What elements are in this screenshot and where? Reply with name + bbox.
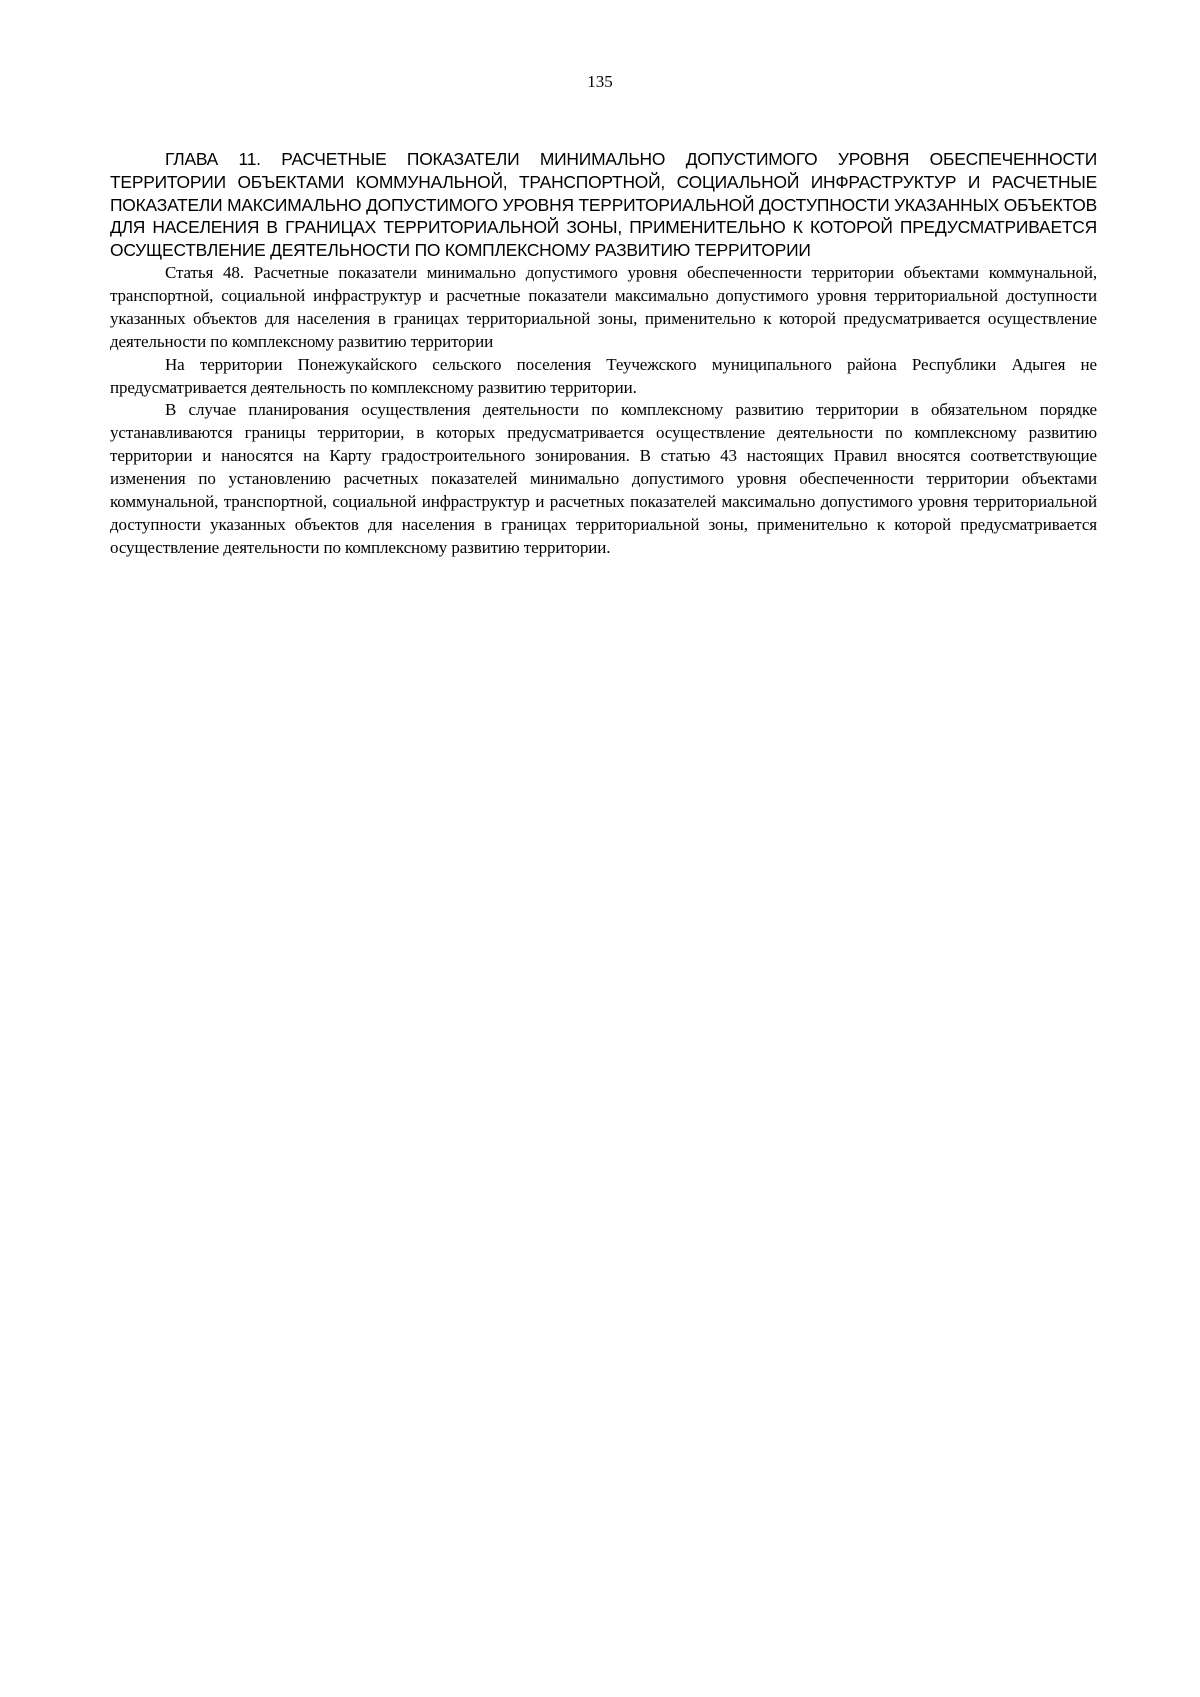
paragraph-territory-statement: На территории Понежукайского сельского поселения Теучежского муниципального района Республики Адыгея не предусматривается деятельность по комплексному развитию территории.: [110, 354, 1097, 397]
chapter-heading: ГЛАВА 11. РАСЧЕТНЫЕ ПОКАЗАТЕЛИ МИНИМАЛЬНО ДОПУСТИМОГО УРОВНЯ ОБЕСПЕЧЕННОСТИ ТЕРРИТОРИИ ОБЪЕКТАМИ КОММУНАЛЬНОЙ, ТРАНСПОРТНОЙ, СОЦИАЛЬНОЙ ИНФРАСТРУКТУР И РАСЧЕТНЫЕ ПОКАЗАТЕЛИ МАКСИМАЛЬНО ДОПУСТИМОГО УРОВНЯ ТЕРРИТОРИАЛЬНОЙ ДОСТУПНОСТИ УКАЗАННЫХ ОБЪЕКТОВ ДЛЯ НАСЕЛЕНИЯ В ГРАНИЦАХ ТЕРРИТОРИАЛЬНОЙ ЗОНЫ, ПРИМЕНИТЕЛЬНО К КОТОРОЙ ПРЕДУСМАТРИВАЕТСЯ ОСУЩЕСТВЛЕНИЕ ДЕЯТЕЛЬНОСТИ ПО КОМПЛЕКСНОМУ РАЗВИТИЮ ТЕРРИТОРИИ: [110, 149, 1097, 261]
page-number: 135: [587, 72, 613, 91]
paragraph-planning-case: В случае планирования осуществления деятельности по комплексному развитию территории в обязательном порядке устанавливаются границы территории, в которых предусматривается осуществление деятельности по комплексному развитию территории и наносятся на Карту градостроительного зонирования. В статью 43 настоящих Правил вносятся соответствующие изменения по установлению расчетных показателей минимально допустимого уровня обеспеченности территории объектами коммунальной, транспортной, социальной инфраструктур и расчетных показателей максимально допустимого уровня территориальной доступности указанных объектов для населения в границах территориальной зоны, применительно к которой предусматривается осуществление деятельности по комплексному развитию территории.: [110, 400, 1097, 557]
page-content: [110, 148, 1097, 560]
article-48-title: Статья 48. Расчетные показатели минимально допустимого уровня обеспеченности территории объектами коммунальной, транспортной, социальной инфраструктур и расчетные показатели максимально допустимого уровня территориальной доступности указанных объектов для населения в границах территориальной зоны, применительно к которой предусматривается осуществление деятельности по комплексному развитию территории: [110, 262, 1097, 351]
